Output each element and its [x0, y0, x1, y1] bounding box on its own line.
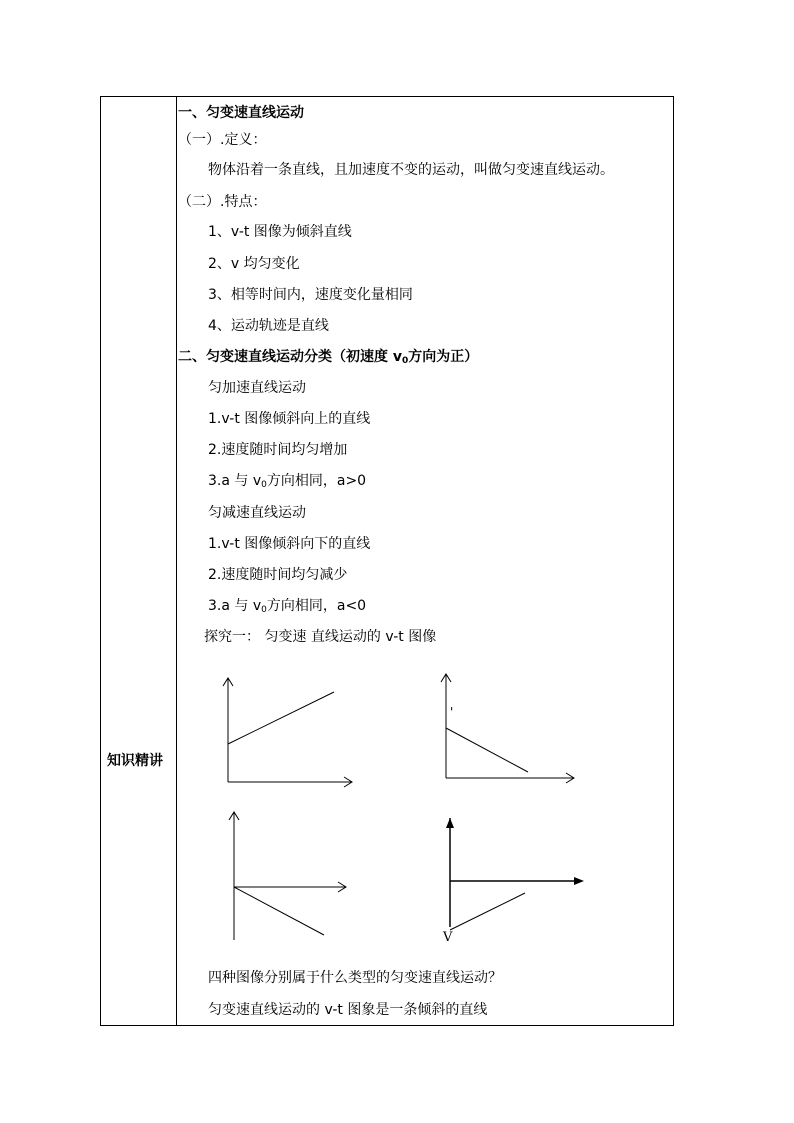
vt-graph-negative-increasing — [440, 815, 590, 947]
explore-heading: 探究一： 匀变速 直线运动的 v-t 图像 — [204, 629, 437, 645]
subheading-features: （二）.特点： — [178, 194, 267, 210]
v-axis-arrow — [446, 818, 454, 828]
accel-item: 1.v-t 图像倾斜向上的直线 — [208, 411, 371, 427]
conclusion-text: 匀变速直线运动的 v-t 图象是一条倾斜的直线 — [208, 1002, 488, 1018]
vt-graph-decreasing-to-negative — [226, 808, 356, 944]
axis-mark: V — [443, 930, 453, 945]
axis-mark: ' — [450, 705, 454, 719]
velocity-line — [234, 887, 324, 935]
velocity-line — [450, 893, 525, 930]
decel-item: 2.速度随时间均匀减少 — [208, 567, 348, 583]
decel-item: 3.a 与 $v_0$方向相同，a<0 — [208, 598, 367, 615]
question-text: 四种图像分别属于什么类型的匀变速直线运动？ — [208, 970, 502, 986]
t-axis-arrow — [574, 877, 584, 885]
feature-item: 3、相等时间内，速度变化量相同 — [208, 287, 413, 303]
feature-item: 4、运动轨迹是直线 — [208, 318, 329, 334]
accel-item: 3.a 与 $v_0$方向相同，a>0 — [208, 473, 367, 490]
feature-item: 2、v 均匀变化 — [208, 256, 300, 272]
velocity-line — [446, 728, 528, 772]
label-column — [101, 97, 177, 1025]
heading-uniform-motion: 一、匀变速直线运动 — [178, 105, 304, 121]
decel-title: 匀减速直线运动 — [208, 505, 306, 521]
definition-text: 物体沿着一条直线，且加速度不变的运动，叫做匀变速直线运动。 — [208, 162, 614, 178]
vt-graph-decelerating — [440, 672, 580, 794]
decel-item: 1.v-t 图像倾斜向下的直线 — [208, 536, 371, 552]
accel-item: 2.速度随时间均匀增加 — [208, 442, 348, 458]
section-label: 知识精讲 — [107, 753, 163, 769]
velocity-line — [228, 692, 334, 744]
feature-item: 1、v-t 图像为倾斜直线 — [208, 224, 352, 240]
subheading-definition: （一）.定义： — [178, 132, 267, 148]
heading-classification: 二、匀变速直线运动分类（初速度 $v_0$方向为正） — [178, 349, 479, 366]
accel-title: 匀加速直线运动 — [208, 380, 306, 396]
vt-graph-accelerating — [220, 672, 360, 794]
